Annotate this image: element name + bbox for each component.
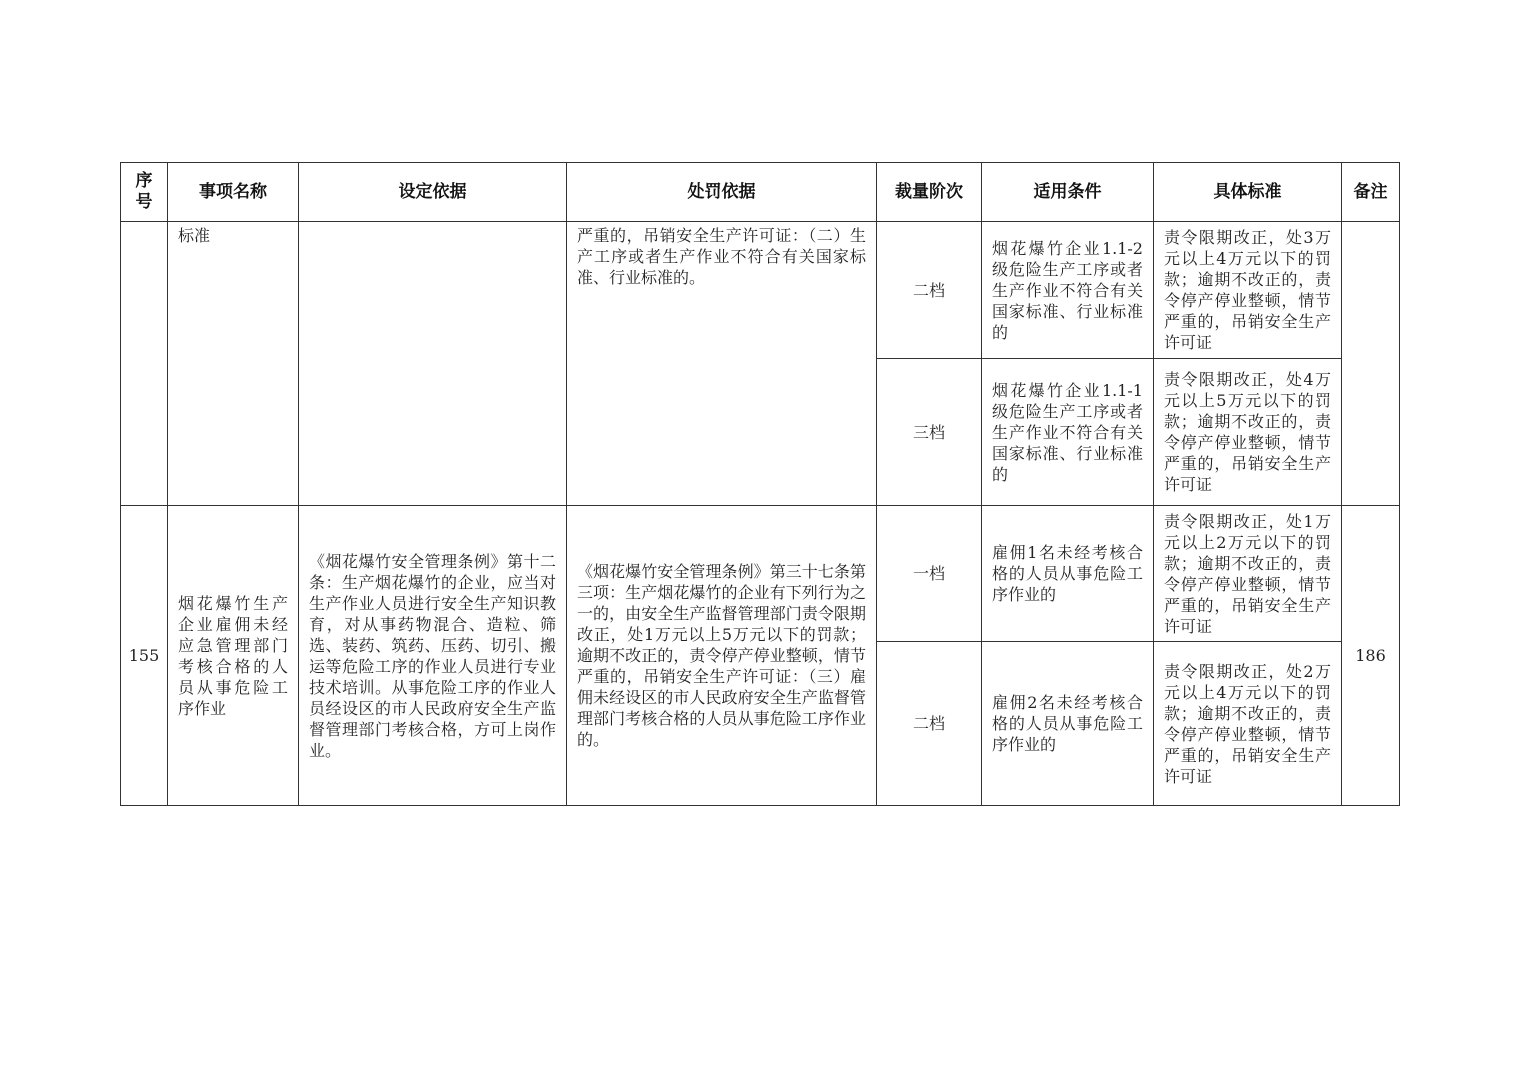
standard-cell xyxy=(1154,222,1342,359)
header-name: 事项名称 xyxy=(168,163,299,222)
standard-text: 责令限期改正，处1万元以上2万元以下的罚款；逾期不改正的，责令停产停业整顿，情节严重的，吊销安全生产许可证 xyxy=(1164,511,1331,636)
header-basis-penalty: 处罚依据 xyxy=(567,163,877,222)
remark-cell xyxy=(1342,222,1400,506)
condition-cell xyxy=(982,359,1154,506)
condition-text: 烟花爆竹企业1.1-2级危险生产工序或者生产作业不符合有关国家标准、行业标准的 xyxy=(992,238,1143,342)
seq-number: 155 xyxy=(128,646,160,665)
standard-cell xyxy=(1154,506,1342,642)
standard-text: 责令限期改正，处3万元以上4万元以下的罚款；逾期不改正的，责令停产停业整顿，情节严重的，吊销安全生产许可证 xyxy=(1164,228,1331,352)
basis-penalty-text: 严重的，吊销安全生产许可证：（二）生产工序或者生产作业不符合有关国家标准、行业标准的。 xyxy=(577,226,866,287)
level-text: 三档 xyxy=(912,422,945,442)
basis-set-cell xyxy=(299,222,567,506)
table-row xyxy=(121,506,1400,642)
condition-cell xyxy=(982,642,1154,806)
level-text: 一档 xyxy=(912,564,945,583)
header-seq: 序号 xyxy=(121,163,168,222)
header-standard: 具体标准 xyxy=(1154,163,1342,222)
standard-cell xyxy=(1154,642,1342,806)
level-cell xyxy=(877,642,982,806)
header-basis-set: 设定依据 xyxy=(299,163,567,222)
item-name: 烟花爆竹生产企业雇佣未经应急管理部门考核合格的人员从事危险工序作业 xyxy=(178,593,288,718)
header-remark: 备注 xyxy=(1342,163,1400,222)
level-cell xyxy=(877,222,982,359)
level-text: 二档 xyxy=(912,714,945,733)
table-row xyxy=(121,222,1400,359)
basis-penalty-cell xyxy=(567,222,877,506)
remark-text: 186 xyxy=(1355,646,1386,665)
basis-set-text: 《烟花爆竹安全管理条例》第十二条：生产烟花爆竹的企业，应当对生产作业人员进行安全生产知识教育，对从事药物混合、造粒、筛选、装药、筑药、压药、切引、搬运等危险工序的作业人员进行专业技术培训。从事危险工序的作业人员经设区的市人民政府安全生产监督管理部门考核合格，方可上岗作业。 xyxy=(309,551,556,760)
level-cell xyxy=(877,506,982,642)
standard-text: 责令限期改正，处2万元以上4万元以下的罚款；逾期不改正的，责令停产停业整顿，情节严重的，吊销安全生产许可证 xyxy=(1164,661,1331,786)
header-row xyxy=(121,163,1400,222)
header-condition: 适用条件 xyxy=(982,163,1154,222)
level-cell xyxy=(877,359,982,506)
basis-set-cell xyxy=(299,506,567,806)
seq-cell xyxy=(121,222,168,506)
item-name-cell xyxy=(168,222,299,506)
seq-cell xyxy=(121,506,168,806)
condition-cell xyxy=(982,222,1154,359)
condition-text: 烟花爆竹企业1.1-1级危险生产工序或者生产作业不符合有关国家标准、行业标准的 xyxy=(992,380,1143,484)
condition-text: 雇佣2名未经考核合格的人员从事危险工序作业的 xyxy=(992,693,1143,754)
basis-penalty-cell xyxy=(567,506,877,806)
regulation-table xyxy=(120,162,1400,806)
remark-cell xyxy=(1342,506,1400,806)
standard-cell xyxy=(1154,359,1342,506)
item-name-cell xyxy=(168,506,299,806)
header-level: 裁量阶次 xyxy=(877,163,982,222)
level-text: 二档 xyxy=(912,280,945,300)
condition-cell xyxy=(982,506,1154,642)
standard-text: 责令限期改正，处4万元以上5万元以下的罚款；逾期不改正的，责令停产停业整顿，情节严重的，吊销安全生产许可证 xyxy=(1164,370,1331,494)
condition-text: 雇佣1名未经考核合格的人员从事危险工序作业的 xyxy=(992,543,1143,604)
item-name: 标准 xyxy=(178,226,211,245)
basis-penalty-text: 《烟花爆竹安全管理条例》第三十七条第三项：生产烟花爆竹的企业有下列行为之一的，由安全生产监督管理部门责令限期改正，处1万元以上5万元以下的罚款；逾期不改正的，责令停产停业整顿，情节严重的，吊销安全生产许可证：（三）雇佣未经设区的市人民政府安全生产监督管理部门考核合格的人员从事危险工序作业的。 xyxy=(577,562,866,749)
